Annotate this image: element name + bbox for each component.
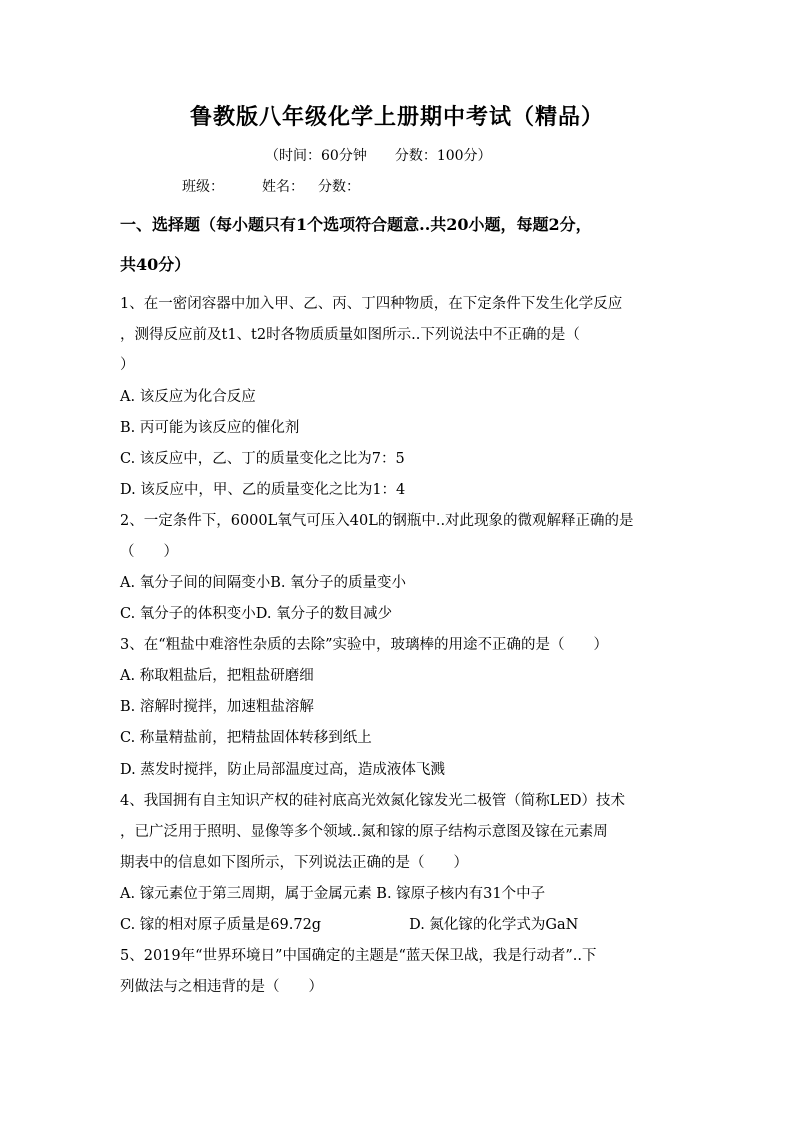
q2-stem-line1: 2、一定条件下，6000L氧气可压入40L的钢瓶中..对此现象的微观解释正确的是 [120, 513, 634, 529]
q2-options-cd: C. 氧分子的体积变小D. 氧分子的数目减少 [120, 606, 393, 622]
class-label: 班级： [182, 179, 224, 195]
exam-title: 鲁教版八年级化学上册期中考试（精品） [189, 104, 604, 130]
q4-option-d: D. 氮化镓的化学式为GaN [409, 917, 579, 933]
section-heading-line1: 一、选择题（每小题只有1个选项符合题意..共20小题，每题2分， [120, 215, 592, 234]
q3-option-d: D. 蒸发时搅拌，防止局部温度过高，造成液体飞溅 [120, 762, 445, 778]
section-heading-line2: 共40分） [120, 255, 191, 274]
q1-stem-line2: ，测得反应前及t1、t2时各物质质量如图所示..下列说法中不正确的是（ [120, 327, 580, 343]
q1-option-a: A. 该反应为化合反应 [120, 389, 256, 405]
q4-stem-line3: 期表中的信息如下图所示，下列说法正确的是（ ） [120, 855, 468, 871]
q2-stem-line2: （ ） [120, 544, 178, 560]
points-label: 分数： [318, 179, 360, 195]
q2-options-ab: A. 氧分子间的间隔变小B. 氧分子的质量变小 [120, 575, 407, 591]
q1-option-d: D. 该反应中，甲、乙的质量变化之比为1：4 [120, 482, 406, 498]
name-label: 姓名： [262, 179, 304, 195]
q5-stem-line2: 列做法与之相违背的是（ ） [120, 979, 323, 995]
q1-option-b: B. 丙可能为该反应的催化剂 [120, 420, 300, 436]
q4-option-c: C. 镓的相对原子质量是69.72g [120, 917, 322, 933]
q5-stem-line1: 5、2019年“世界环境日”中国确定的主题是“蓝天保卫战，我是行动者”..下 [120, 948, 597, 964]
q3-option-a: A. 称取粗盐后，把粗盐研磨细 [120, 668, 314, 684]
q3-stem: 3、在“粗盐中难溶性杂质的去除”实验中，玻璃棒的用途不正确的是（ ） [120, 637, 609, 653]
q1-stem-line3: ） [120, 357, 135, 373]
q1-option-c: C. 该反应中，乙、丁的质量变化之比为7：5 [120, 451, 405, 467]
score-label: 分数：100分） [394, 148, 492, 164]
student-info-line [182, 176, 360, 196]
q4-options-ab: A. 镓元素位于第三周期，属于金属元素 B. 镓原子核内有31个中子 [120, 886, 546, 902]
time-label: （时间：60分钟 [265, 148, 367, 164]
q3-option-c: C. 称量精盐前，把精盐固体转移到纸上 [120, 730, 372, 746]
exam-info [265, 145, 492, 165]
q4-stem-line2: ，已广泛用于照明、显像等多个领域..氮和镓的原子结构示意图及镓在元素周 [120, 824, 608, 840]
q1-stem-line1: 1、在一密闭容器中加入甲、乙、丙、丁四种物质，在下定条件下发生化学反应 [120, 296, 623, 312]
q4-options-cd [120, 913, 578, 934]
q3-option-b: B. 溶解时搅拌，加速粗盐溶解 [120, 699, 314, 715]
q4-stem-line1: 4、我国拥有自主知识产权的硅衬底高光效氮化镓发光二极管（简称LED）技术 [120, 793, 626, 809]
